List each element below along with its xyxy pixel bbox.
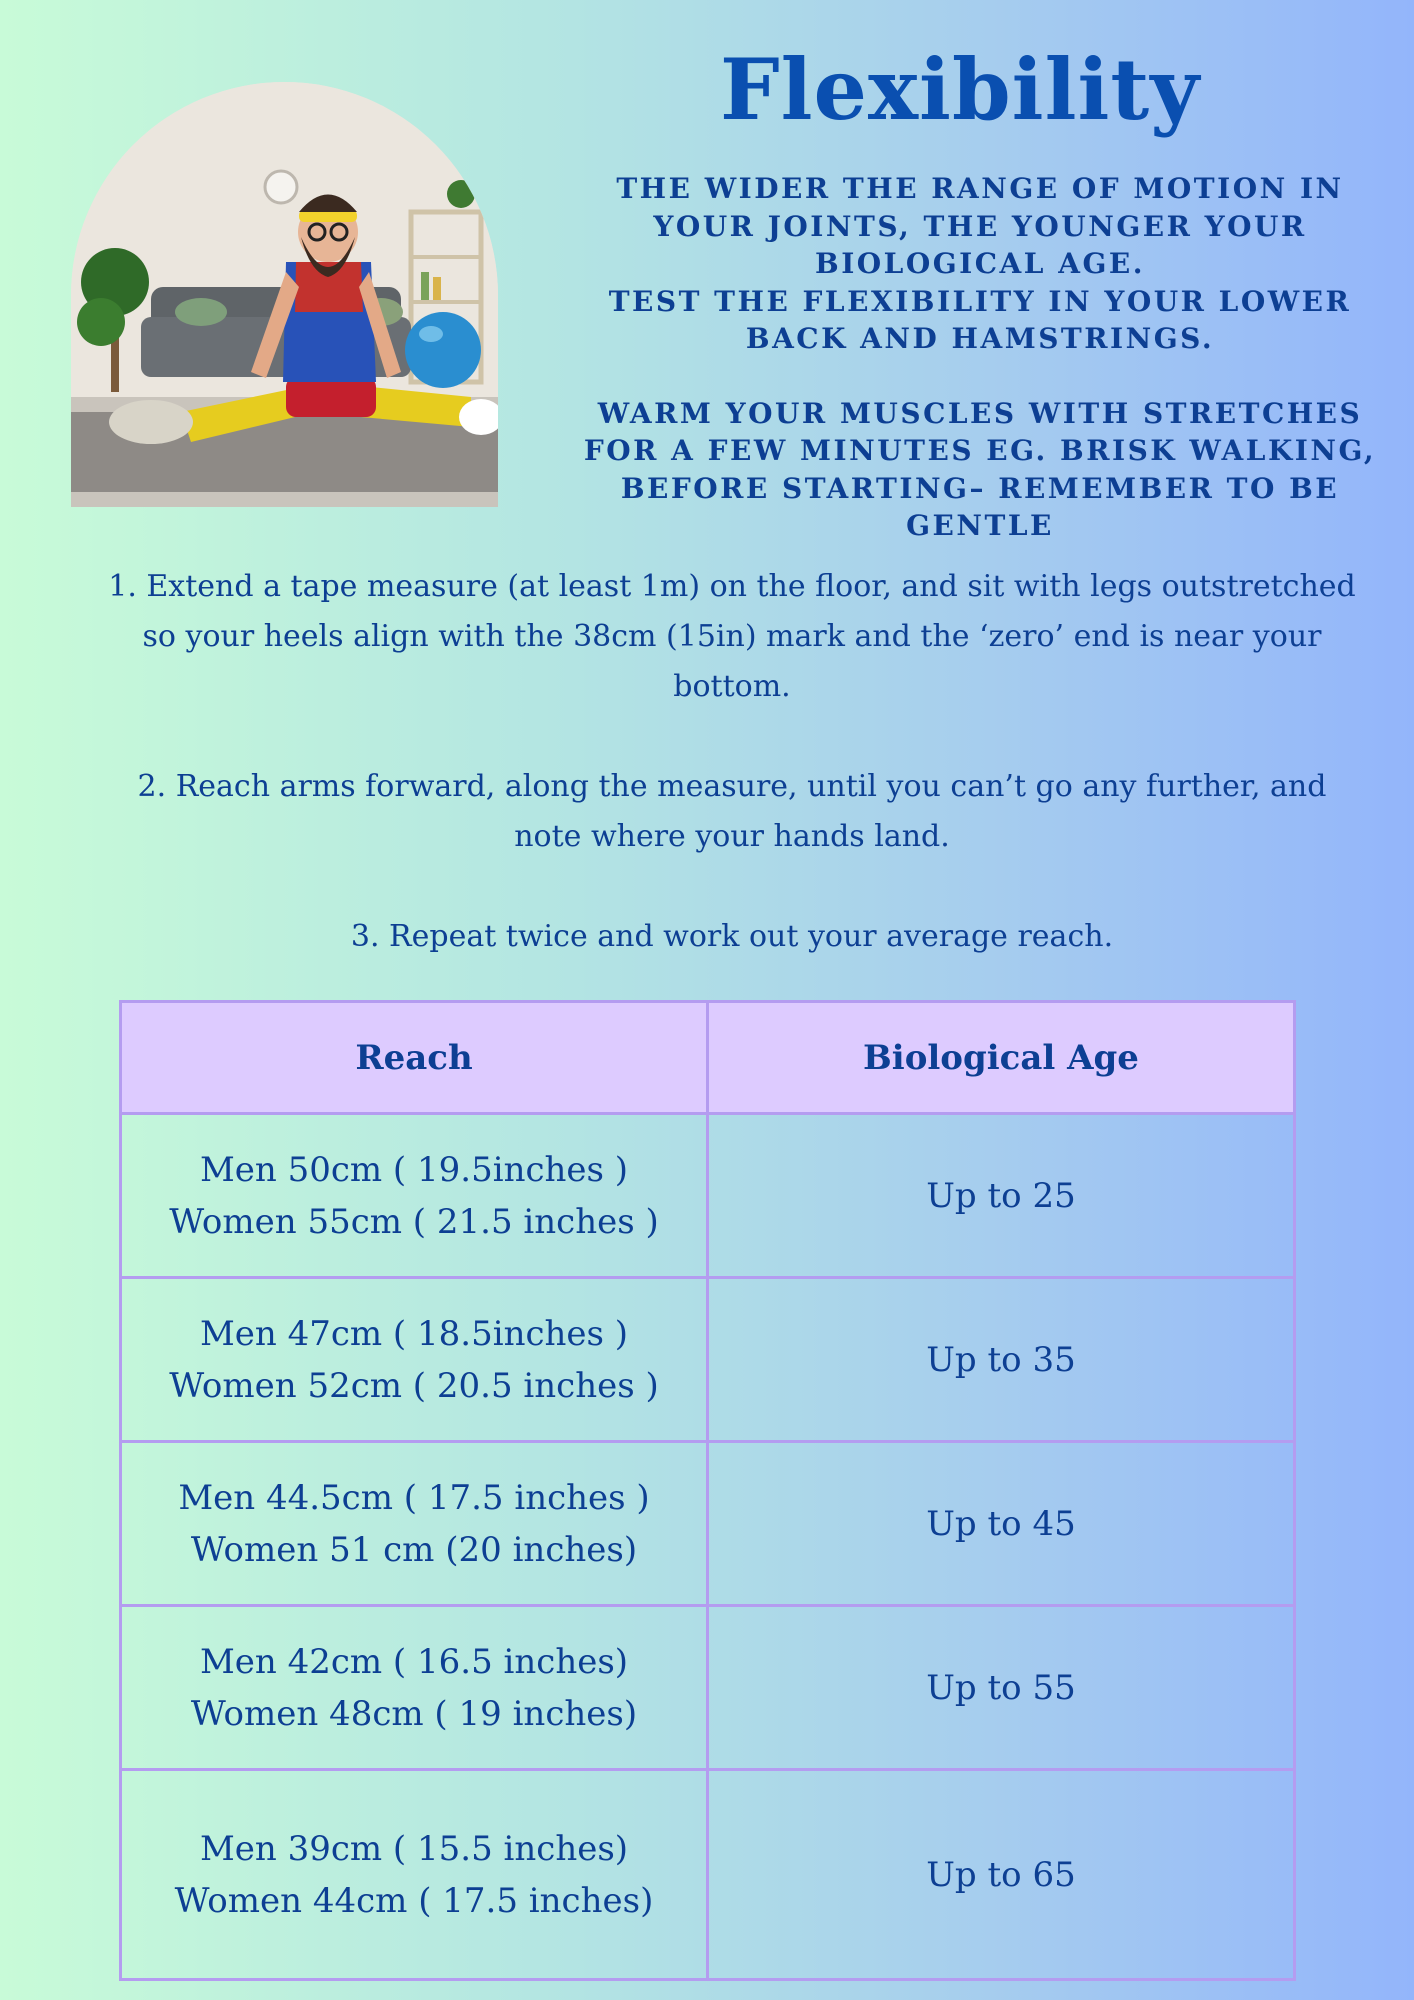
table-row [121, 1770, 1295, 1980]
step-3: 3. Repeat twice and work out your average reach. [350, 919, 1114, 954]
reach-women: Women 52cm ( 20.5 inches ) [169, 1365, 659, 1406]
instructions [100, 562, 1364, 962]
reach-men: Men 42cm ( 16.5 inches) [199, 1641, 629, 1682]
page-title: Flexibility [719, 40, 1201, 139]
reach-men: Men 39cm ( 15.5 inches) [199, 1828, 629, 1869]
warmup-note: WARM YOUR MUSCLES WITH STRETCHES FOR A FEW MINUTES EG. BRISK WALKING, BEFORE STARTING– REMEMBER TO BE GENTLE [583, 396, 1377, 542]
header-biological-age: Biological Age [708, 1002, 1295, 1114]
reach-cell [121, 1442, 708, 1606]
table-row [121, 1442, 1295, 1606]
reach-women: Women 51 cm (20 inches) [190, 1529, 638, 1570]
header-reach: Reach [121, 1002, 708, 1114]
table-row [121, 1606, 1295, 1770]
intro-text [570, 170, 1390, 545]
reach-men: Men 44.5cm ( 17.5 inches ) [178, 1477, 650, 1518]
reach-age-table [119, 1000, 1296, 1981]
table-row [121, 1278, 1295, 1442]
age-cell: Up to 65 [708, 1770, 1295, 1980]
age-cell: Up to 35 [708, 1278, 1295, 1442]
reach-cell [121, 1278, 708, 1442]
age-cell: Up to 25 [708, 1114, 1295, 1278]
age-cell: Up to 45 [708, 1442, 1295, 1606]
reach-cell [121, 1114, 708, 1278]
intro-line: THE WIDER THE RANGE OF MOTION IN YOUR JOINTS, THE YOUNGER YOUR BIOLOGICAL AGE. [616, 172, 1344, 280]
table-header-row [121, 1002, 1295, 1114]
reach-women: Women 48cm ( 19 inches) [190, 1693, 638, 1734]
reach-women: Women 55cm ( 21.5 inches ) [169, 1201, 659, 1242]
reach-women: Women 44cm ( 17.5 inches) [174, 1880, 654, 1921]
intro-line: TEST THE FLEXIBILITY IN YOUR LOWER BACK AND HAMSTRINGS. [608, 284, 1352, 355]
age-cell: Up to 55 [708, 1606, 1295, 1770]
reach-men: Men 47cm ( 18.5inches ) [199, 1313, 629, 1354]
reach-men: Men 50cm ( 19.5inches ) [199, 1149, 629, 1190]
step-2: 2. Reach arms forward, along the measure, until you can’t go any further, and note where your hands land. [137, 769, 1327, 854]
reach-cell [121, 1770, 708, 1980]
table-row [121, 1114, 1295, 1278]
step-1: 1. Extend a tape measure (at least 1m) on the floor, and sit with legs outstretched so your heels align with the 38cm (15in) mark and the ‘zero’ end is near your bottom. [108, 569, 1356, 704]
reach-cell [121, 1606, 708, 1770]
person-stretching-photo [71, 82, 498, 507]
